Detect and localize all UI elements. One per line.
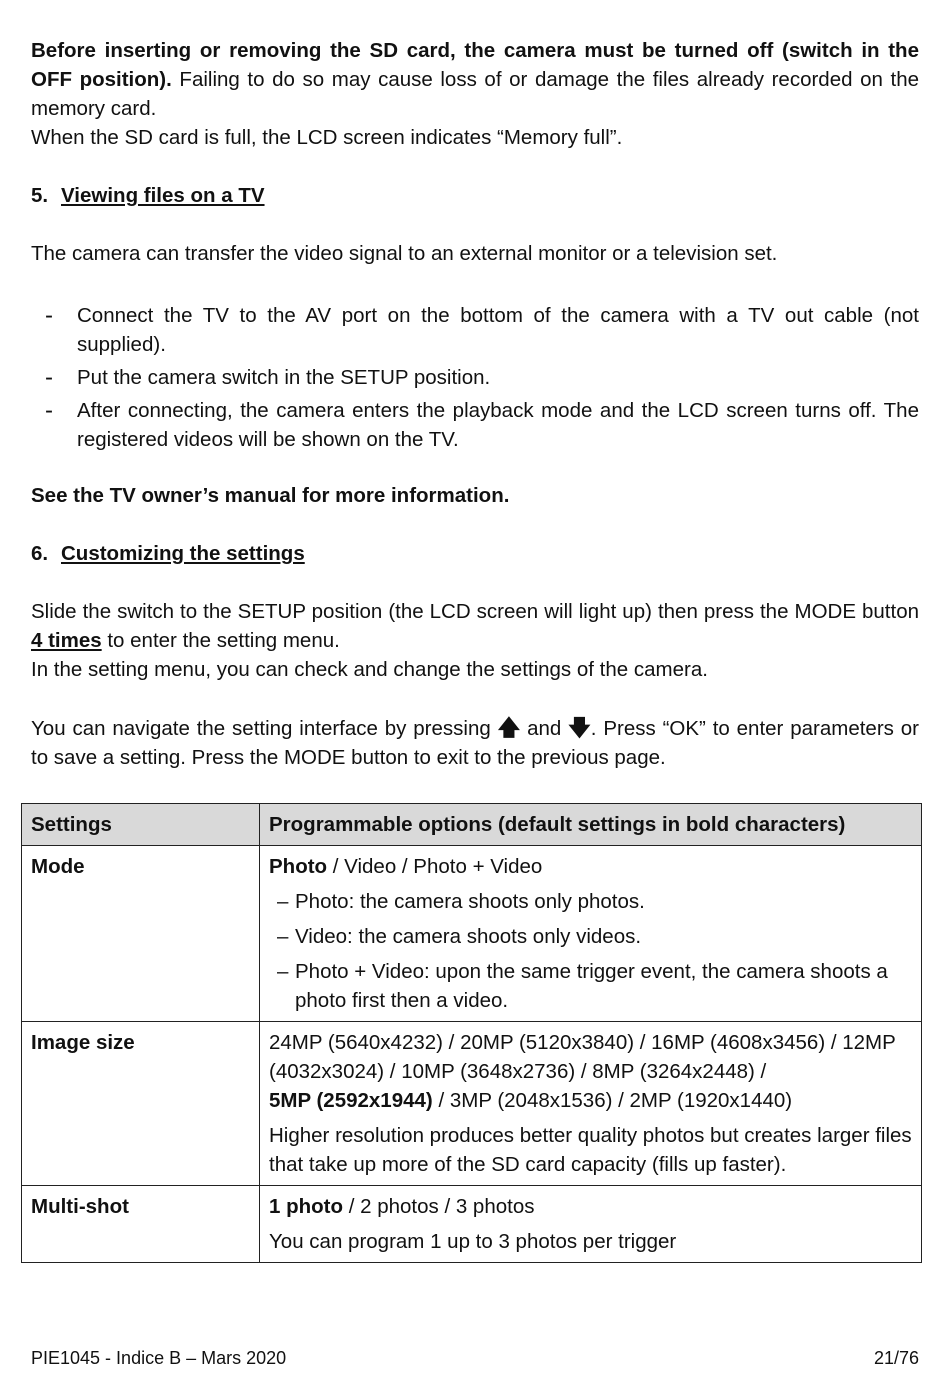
setting-options-image-size: 24MP (5640x4232) / 20MP (5120x3840) / 16MP (4608x3456) / 12MP (4032x3024) / 10MP (3648x2736) / 8MP (3264x2448) / 5MP (2592x1944) / 3MP (2048x1536) / 2MP (1920x1440) Higher resolution produces better quality photos but creates larger files that take up more of the SD card capacity (fills up faster). [260, 1022, 922, 1186]
list-item: - Put the camera switch in the SETUP position. [31, 363, 919, 392]
sd-card-warning: Before inserting or removing the SD card, the camera must be turned off (switch in the OFF position). Failing to do so may cause loss of or damage the files already recorded on the memory card. [31, 39, 919, 120]
sd-card-warning-bold: Before inserting or removing the SD card, the camera must be turned off (switch in the OFF position). [31, 39, 919, 91]
setting-name-multishot: Multi-shot [22, 1186, 260, 1263]
navigation-instructions: You can navigate the setting interface by pressing 🡅 and 🡇. Press “OK” to enter parameters or to save a setting. Press the MODE button to exit to the previous page. [31, 715, 919, 769]
setting-options-mode: Photo / Video / Photo + Video – Photo: the camera shoots only photos. – Video: the camera shoots only videos. – Photo + Video: upon the same trigger event, the camera shoots a photo first then a video. [260, 846, 922, 1022]
section-5-heading: 5. Viewing files on a TV [31, 184, 265, 207]
document-body [31, 36, 919, 772]
arrow-down-icon: 🡇 [568, 715, 591, 740]
setting-options-multishot: 1 photo / 2 photos / 3 photos You can program 1 up to 3 photos per trigger [260, 1186, 922, 1263]
footer-reference: PIE1045 - Indice B – Mars 2020 [31, 1348, 287, 1368]
setting-name-mode: Mode [22, 846, 260, 1022]
list-item: - After connecting, the camera enters the playback mode and the LCD screen turns off. The registered videos will be shown on the TV. [31, 396, 919, 454]
list-item: – Photo + Video: upon the same trigger event, the camera shoots a photo first then a video. [269, 957, 913, 1015]
list-item: - Connect the TV to the AV port on the bottom of the camera with a TV out cable (not supplied). [31, 301, 919, 359]
setting-name-image-size: Image size [22, 1022, 260, 1186]
settings-table [21, 803, 922, 1263]
header-options: Programmable options (default settings in bold characters) [260, 804, 922, 846]
tv-steps-list [31, 301, 919, 454]
table-row [22, 846, 922, 1022]
table-row [22, 1186, 922, 1263]
section-6-heading: 6. Customizing the settings [31, 542, 305, 565]
setup-instructions: Slide the switch to the SETUP position (the LCD screen will light up) then press the MODE button 4 times to enter the setting menu. [31, 600, 919, 652]
section-5-intro: The camera can transfer the video signal to an external monitor or a television set. [31, 242, 778, 265]
arrow-up-icon: 🡅 [497, 715, 521, 740]
table-header-row [22, 804, 922, 846]
page-number: 21/76 [873, 1348, 919, 1368]
list-item: – Video: the camera shoots only videos. [269, 922, 913, 951]
tv-manual-note: See the TV owner’s manual for more information. [31, 484, 510, 507]
list-item: – Photo: the camera shoots only photos. [269, 887, 913, 916]
setting-menu-note: In the setting menu, you can check and change the settings of the camera. [31, 658, 708, 681]
four-times-emphasis: 4 times [31, 629, 102, 652]
memory-full-note: When the SD card is full, the LCD screen indicates “Memory full”. [31, 126, 623, 149]
table-row [22, 1022, 922, 1186]
header-settings: Settings [22, 804, 260, 846]
